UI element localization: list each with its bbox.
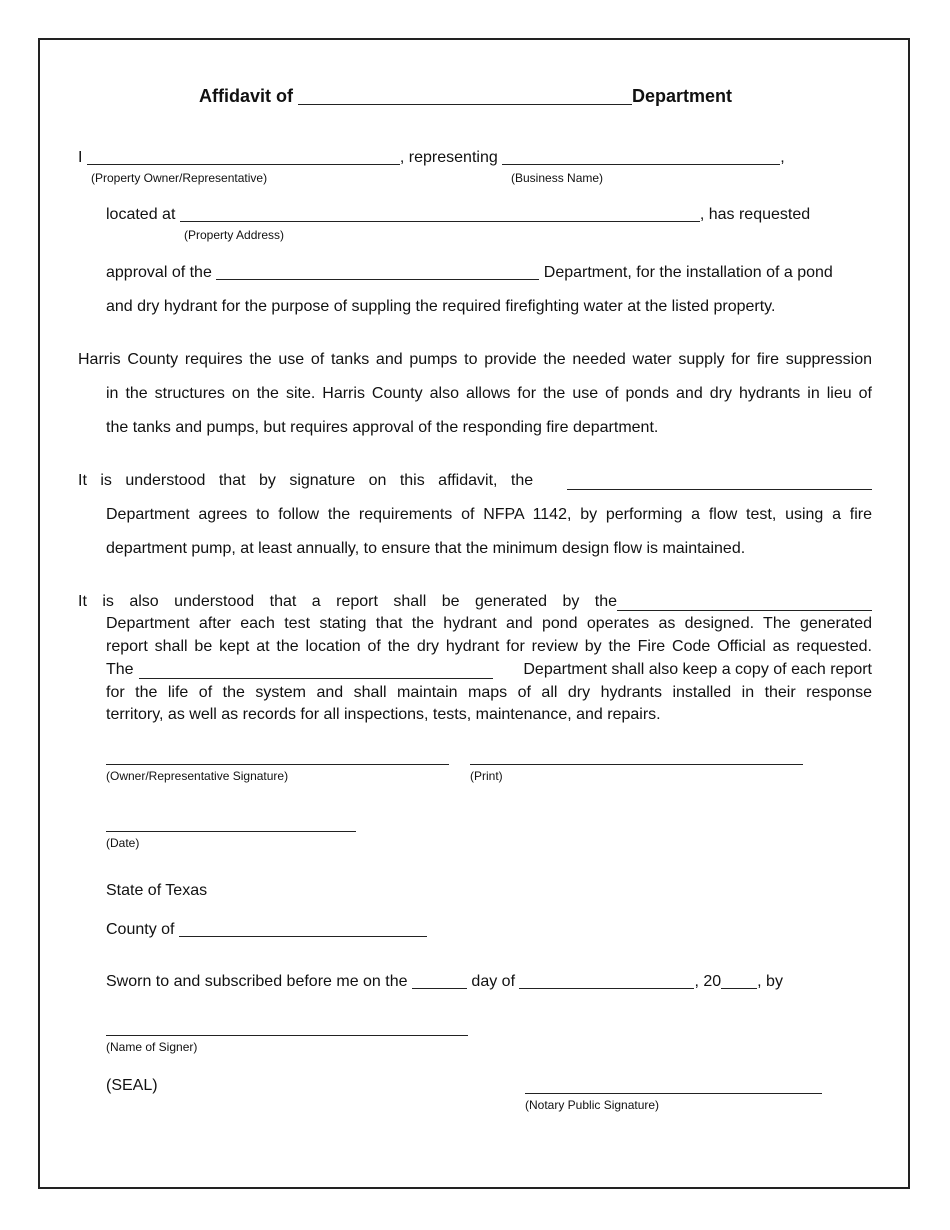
intro-representing: , representing: [399, 149, 498, 166]
sworn-label: Sworn to and subscribed before me on the: [106, 973, 408, 990]
signer-caption: (Name of Signer): [106, 1040, 198, 1054]
owner-signature-line[interactable]: [106, 764, 449, 765]
report-the-label: The: [106, 661, 134, 678]
report-copy-department-field[interactable]: [139, 662, 493, 679]
harris-line-1: Harris County requires the use of tanks and pumps to provide the needed water supply for fire suppression: [78, 351, 872, 368]
owner-caption: (Property Owner/Representative): [91, 171, 268, 185]
report-line-3: report shall be kept at the location of the dry hydrant for review by the Fire Code Official as requested.: [106, 638, 872, 655]
year-prefix-label: , 20: [694, 973, 722, 990]
understood-line-2: Department agrees to follow the requirements of NFPA 1142, by performing a flow test, using a fire: [106, 506, 872, 523]
owner-signature-caption: (Owner/Representative Signature): [106, 769, 289, 783]
harris-line-3: the tanks and pumps, but requires approval of the responding fire department.: [106, 419, 659, 436]
notary-signature-line[interactable]: [525, 1093, 822, 1094]
department-name-field[interactable]: [298, 86, 632, 105]
understood-line-3: department pump, at least annually, to ensure that the minimum design flow is maintained.: [106, 540, 746, 557]
notary-caption: (Notary Public Signature): [525, 1098, 660, 1112]
business-caption: (Business Name): [511, 171, 604, 185]
sworn-month-field[interactable]: [519, 972, 694, 989]
has-requested-label: , has requested: [699, 206, 811, 223]
affidavit-title: [199, 86, 732, 107]
signer-name-line[interactable]: [106, 1035, 468, 1036]
by-label: , by: [757, 973, 783, 990]
sworn-year-field[interactable]: [721, 972, 757, 989]
intro-line-1: [78, 148, 785, 168]
title-prefix: Affidavit of: [199, 86, 293, 106]
report-line-2: Department after each test stating that the hydrant and pond operates as designed. The generated: [106, 615, 872, 632]
sworn-line: [106, 972, 783, 992]
state-of-texas: State of Texas: [106, 882, 208, 899]
intro-comma: ,: [780, 149, 785, 166]
approval-line: [106, 263, 833, 283]
print-name-line[interactable]: [470, 764, 803, 765]
county-line: [106, 920, 427, 940]
report-line-5: for the life of the system and shall maintain maps of all dry hydrants installed in their response: [106, 684, 872, 701]
report-label: It is also understood that a report shall be generated by the: [78, 593, 618, 610]
county-field[interactable]: [179, 920, 427, 937]
understood-label: It is understood that by signature on this affidavit, the: [78, 472, 534, 489]
county-of-label: County of: [106, 921, 175, 938]
dry-hydrant-line: and dry hydrant for the purpose of suppling the required firefighting water at the listed property.: [106, 298, 776, 315]
print-caption: (Print): [470, 769, 503, 783]
harris-line-2: in the structures on the site. Harris County also allows for the use of ponds and dry hydrants in lieu of: [106, 385, 872, 402]
title-suffix: Department: [632, 86, 733, 106]
seal-label: (SEAL): [106, 1077, 158, 1094]
report-department-field[interactable]: [617, 594, 872, 611]
understood-text: [78, 471, 553, 491]
located-at-label: located at: [106, 206, 176, 223]
report-line-1: [78, 592, 872, 612]
report-line-6: territory, as well as records for all inspections, tests, maintenance, and repairs.: [106, 706, 661, 723]
property-address-field[interactable]: [180, 205, 700, 222]
date-line[interactable]: [106, 831, 356, 832]
installation-label: Department, for the installation of a pond: [543, 264, 833, 281]
understood-line-1: [78, 471, 872, 491]
approval-label: approval of the: [106, 264, 212, 281]
approval-department-field[interactable]: [216, 263, 539, 280]
intro-i: I: [78, 149, 83, 166]
day-of-label: day of: [471, 973, 516, 990]
located-line: [106, 205, 810, 225]
date-caption: (Date): [106, 836, 140, 850]
owner-name-field[interactable]: [87, 148, 400, 165]
understood-department-field[interactable]: [567, 473, 872, 490]
sworn-day-field[interactable]: [412, 972, 467, 989]
address-caption: (Property Address): [184, 228, 285, 242]
business-name-field[interactable]: [502, 148, 780, 165]
report-line-4: [106, 660, 872, 680]
report-copy-label: Department shall also keep a copy of each report: [523, 661, 872, 678]
